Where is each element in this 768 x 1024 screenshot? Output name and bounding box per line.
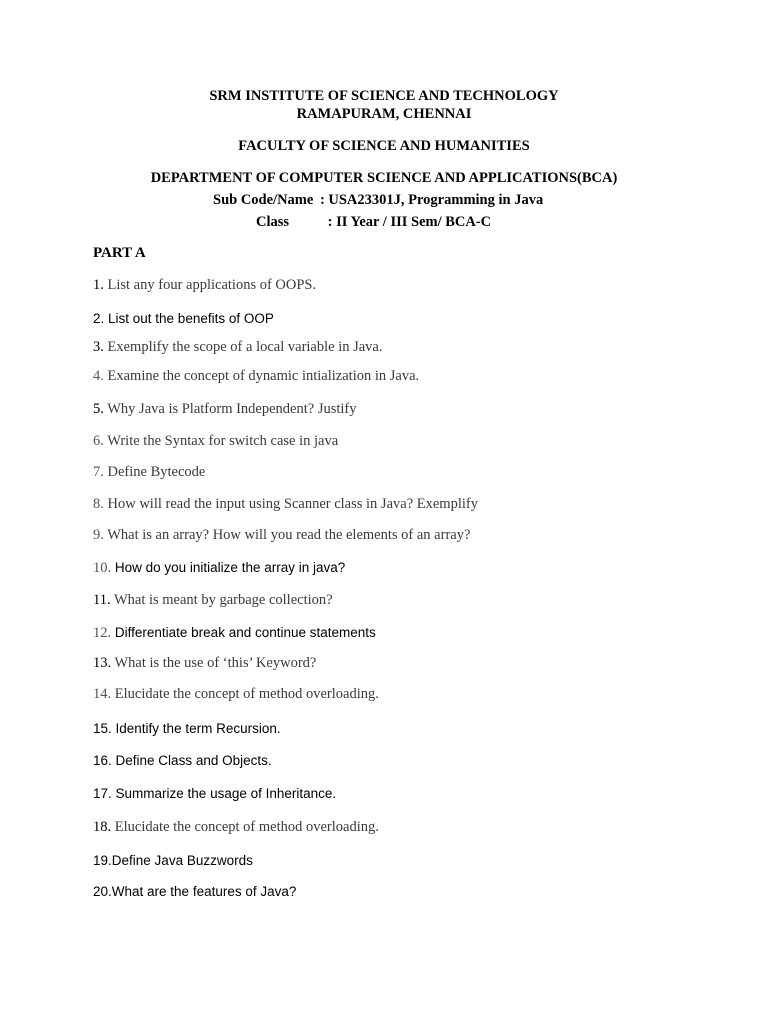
- faculty-name: FACULTY OF SCIENCE AND HUMANITIES: [238, 138, 530, 154]
- question-number: 5.: [93, 401, 104, 417]
- question-number: 4.: [93, 368, 104, 384]
- question-2: [93, 310, 274, 328]
- question-number: 8.: [93, 496, 104, 512]
- question-text: Why Java is Platform Independent? Justify: [103, 401, 357, 417]
- question-text: What are the features of Java?: [111, 884, 297, 899]
- subject-row: [213, 192, 543, 209]
- question-number: 11.: [93, 592, 111, 608]
- question-number: 15.: [93, 721, 112, 736]
- campus-name: RAMAPURAM, CHENNAI: [296, 106, 472, 122]
- question-1: [93, 277, 316, 294]
- question-text: List out the benefits of OOP: [104, 311, 274, 326]
- question-8: [93, 496, 478, 513]
- department-name: DEPARTMENT OF COMPUTER SCIENCE AND APPLICATIONS(BCA): [150, 170, 618, 186]
- question-9: [93, 527, 470, 544]
- question-5: [93, 401, 357, 418]
- question-text: What is an array? How will you read the elements of an array?: [103, 527, 471, 543]
- question-number: 1.: [93, 277, 104, 293]
- question-number: 10.: [93, 560, 112, 576]
- question-text: What is the use of ‘this’ Keyword?: [111, 655, 317, 671]
- question-text: Define Bytecode: [103, 464, 206, 480]
- question-3: [93, 339, 383, 356]
- question-text: List any four applications of OOPS.: [103, 277, 317, 293]
- question-17: [93, 785, 336, 803]
- question-6: [93, 433, 338, 450]
- question-4: [93, 368, 419, 385]
- question-text: How do you initialize the array in java?: [111, 560, 346, 575]
- question-text: What is meant by garbage collection?: [110, 592, 333, 608]
- question-16: [93, 752, 272, 770]
- question-text: Summarize the usage of Inheritance.: [111, 786, 337, 801]
- question-text: How will read the input using Scanner class in Java? Exemplify: [103, 496, 478, 512]
- question-15: [93, 720, 281, 738]
- class-row: [256, 214, 491, 231]
- part-a-title: PART A: [93, 245, 146, 261]
- question-text: Elucidate the concept of method overloading.: [111, 819, 379, 835]
- question-text: Define Java Buzzwords: [111, 853, 253, 868]
- question-number: 7.: [93, 464, 104, 480]
- question-text: Define Class and Objects.: [111, 753, 272, 768]
- subject-label: Sub Code/Name: [213, 192, 314, 208]
- question-number: 2.: [93, 311, 105, 326]
- question-text: Write the Syntax for switch case in java: [103, 433, 339, 449]
- question-number: 14.: [93, 686, 112, 702]
- question-7: [93, 464, 205, 481]
- question-18: [93, 819, 379, 836]
- question-number: 6.: [93, 433, 104, 449]
- question-19: [93, 852, 253, 870]
- question-14: [93, 686, 379, 703]
- institute-name: SRM INSTITUTE OF SCIENCE AND TECHNOLOGY: [209, 88, 559, 104]
- question-number: 20.: [93, 884, 112, 899]
- question-number: 13.: [93, 655, 112, 671]
- question-12: [93, 624, 376, 642]
- question-number: 17.: [93, 786, 112, 801]
- question-10: [93, 559, 345, 577]
- question-number: 19.: [93, 853, 112, 868]
- question-11: [93, 592, 333, 609]
- question-number: 12.: [93, 625, 112, 641]
- subject-value: : USA23301J, Programming in Java: [319, 192, 544, 208]
- question-number: 18.: [93, 819, 112, 835]
- question-number: 16.: [93, 753, 112, 768]
- question-number: 3.: [93, 339, 104, 355]
- question-text: Elucidate the concept of method overloading.: [111, 686, 379, 702]
- question-text: Examine the concept of dynamic intialization in Java.: [103, 368, 420, 384]
- question-text: Exemplify the scope of a local variable in Java.: [103, 339, 383, 355]
- question-text: Differentiate break and continue statements: [111, 625, 376, 640]
- class-value: : II Year / III Sem/ BCA-C: [327, 214, 492, 230]
- question-number: 9.: [93, 527, 104, 543]
- class-label: Class: [256, 214, 290, 230]
- question-13: [93, 655, 316, 672]
- question-20: [93, 883, 296, 901]
- question-text: Identify the term Recursion.: [111, 721, 281, 736]
